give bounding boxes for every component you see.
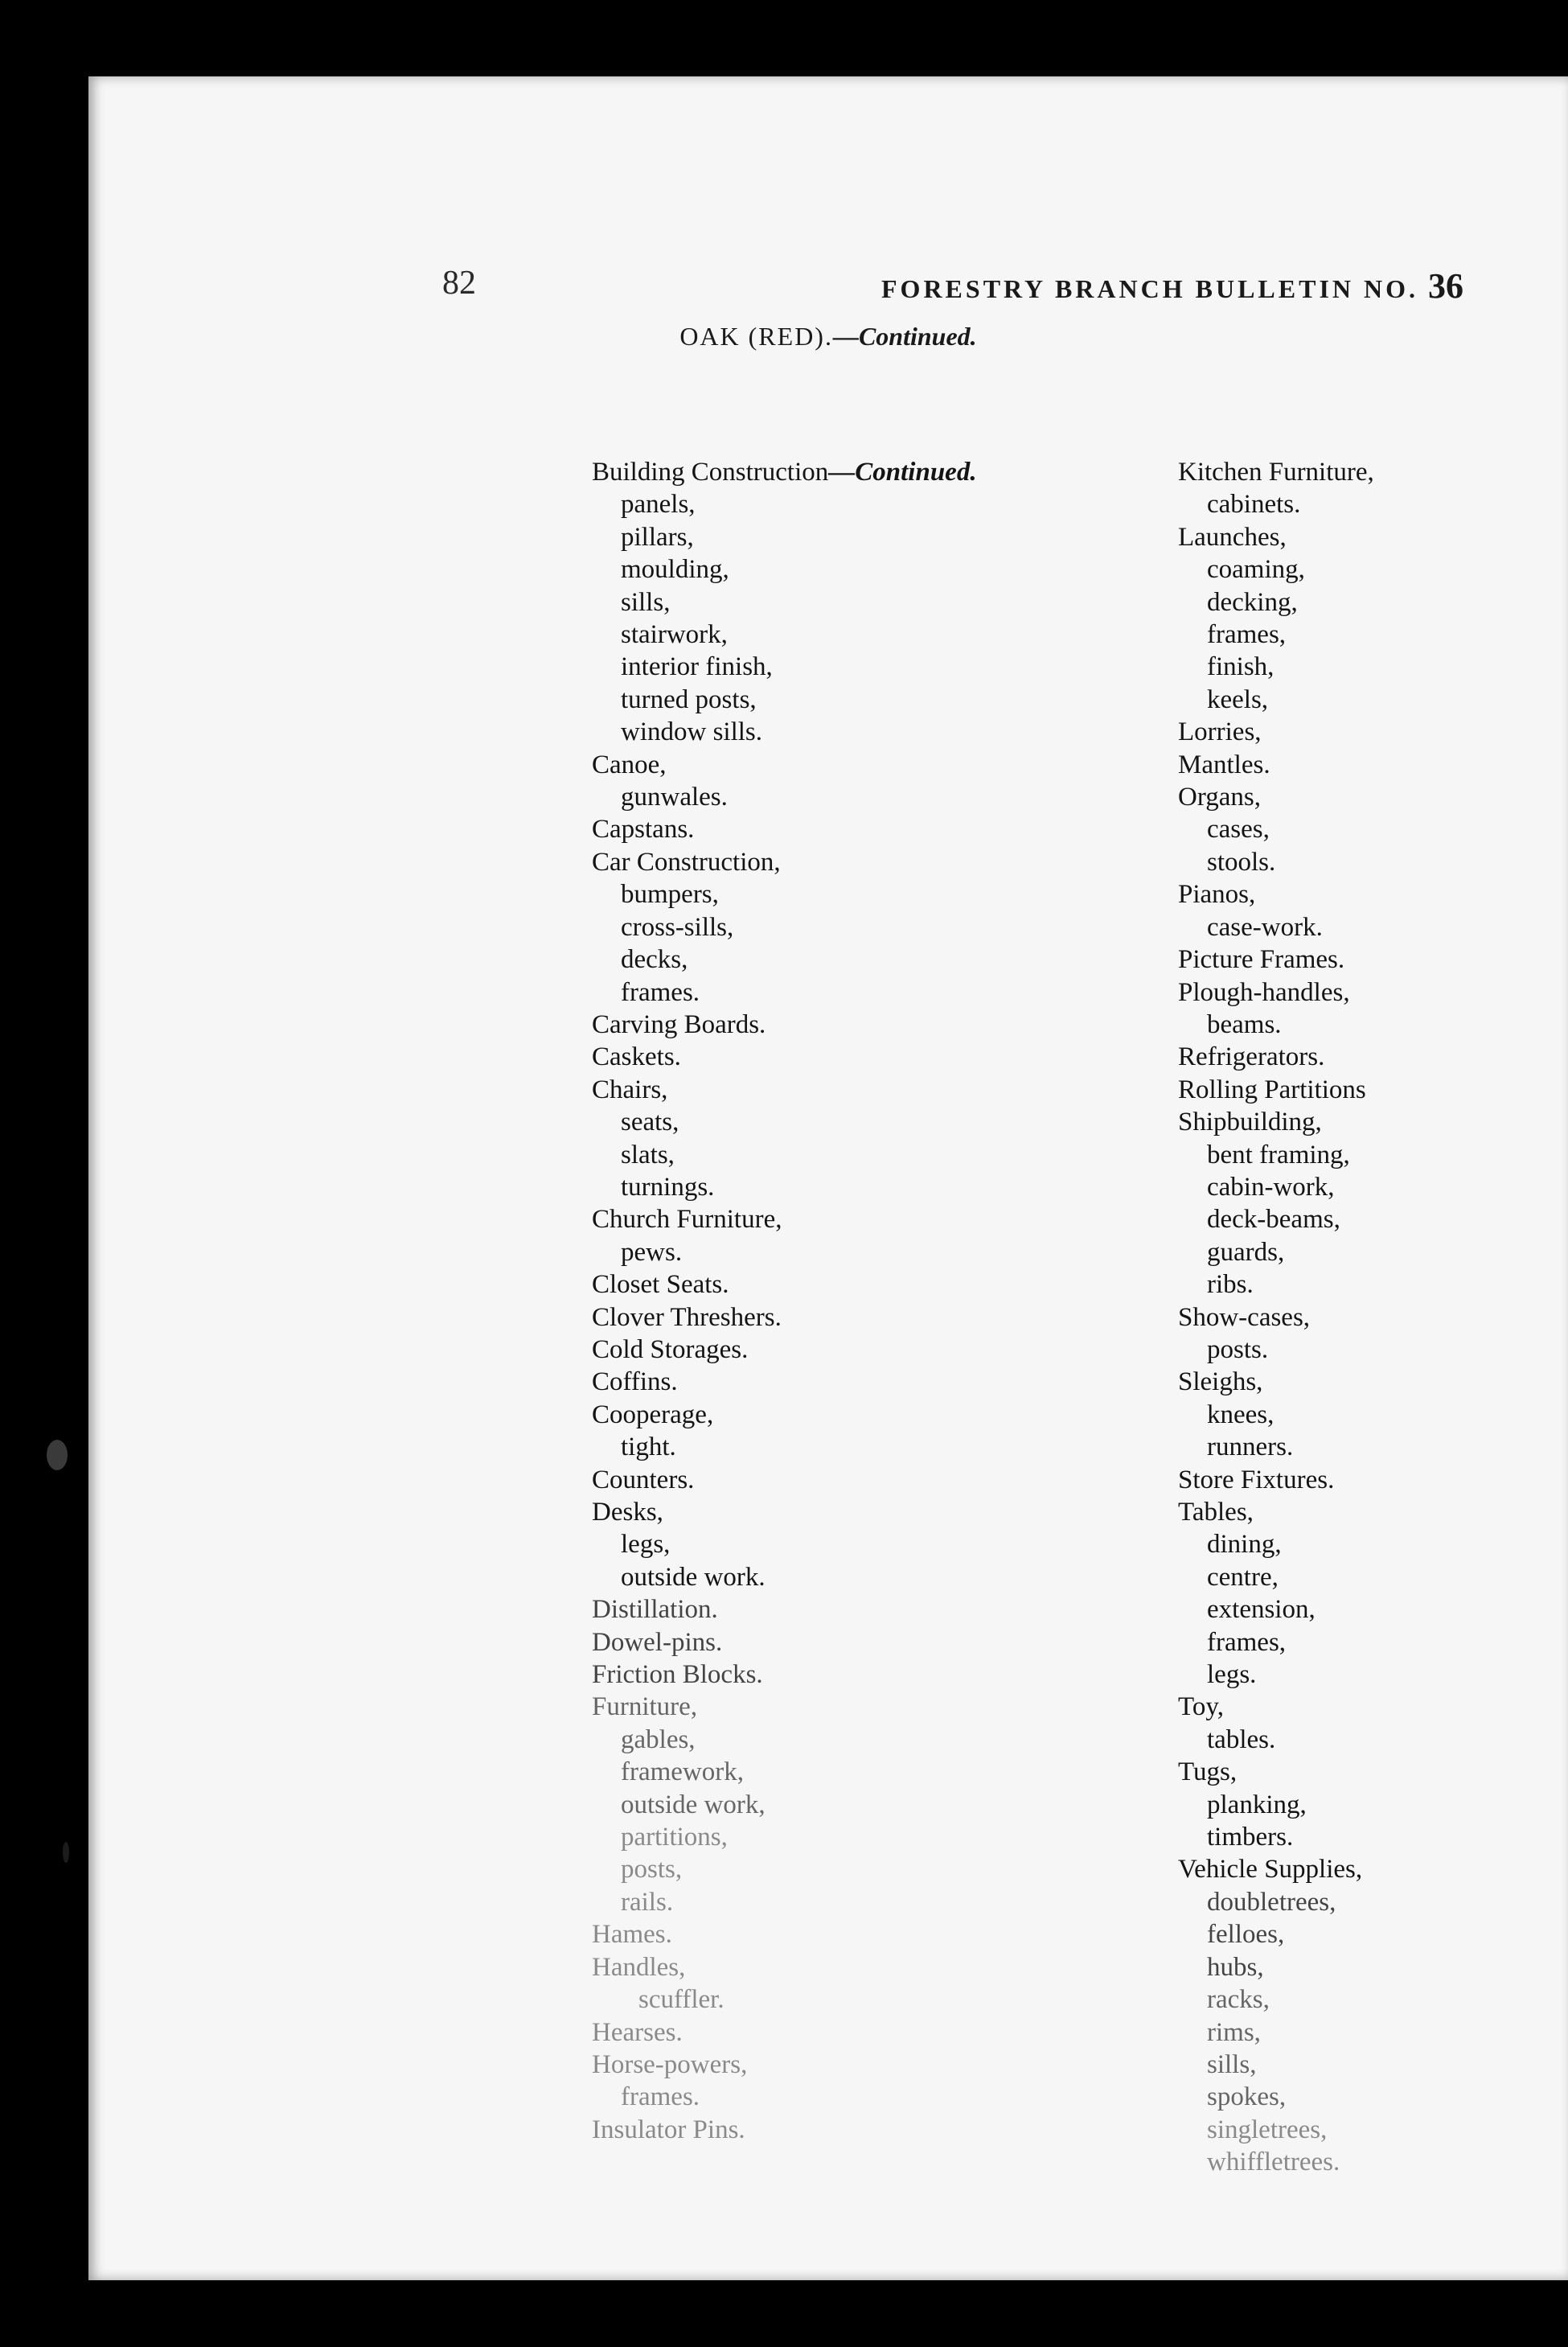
left-column-heading — [592, 456, 1155, 488]
right-index-entry: Refrigerators. — [1178, 1042, 1325, 1072]
right-index-entry: Tables, — [1178, 1498, 1254, 1527]
right-index-entry: posts. — [1207, 1334, 1269, 1364]
left-index-entry: Furniture, — [592, 1692, 698, 1722]
left-index-entry: posts, — [621, 1855, 683, 1885]
left-entries — [592, 488, 1155, 2146]
right-index-entry: Vehicle Supplies, — [1178, 1855, 1363, 1885]
right-index-entry: finish, — [1207, 652, 1275, 682]
right-index-entry: felloes, — [1207, 1920, 1285, 1950]
left-index-entry: Carving Boards. — [592, 1009, 766, 1039]
right-index-entry: cabin-work, — [1207, 1172, 1335, 1202]
left-index-entry: interior finish, — [621, 652, 773, 682]
right-index-entry: cabinets. — [1207, 490, 1301, 520]
left-index-entry: Distillation. — [592, 1595, 718, 1625]
right-index-entry: stools. — [1207, 847, 1276, 877]
right-index-entry: Mantles. — [1178, 750, 1270, 779]
right-index-entry: Store Fixtures. — [1178, 1465, 1335, 1494]
right-entries — [1178, 456, 1516, 2179]
left-index-entry: cross-sills, — [621, 912, 734, 942]
left-index-entry: Dowel-pins. — [592, 1627, 723, 1657]
right-index-entry: Picture Frames. — [1178, 945, 1345, 975]
right-index-entry: sills, — [1207, 2049, 1257, 2079]
left-index-entry: moulding, — [621, 555, 729, 585]
left-index-entry: Insulator Pins. — [592, 2115, 745, 2144]
left-index-entry: pews. — [621, 1237, 683, 1267]
right-index-entry: Pianos, — [1178, 880, 1256, 910]
left-index-entry: decks, — [621, 945, 688, 975]
left-index-entry: Chairs, — [592, 1075, 668, 1104]
right-index-entry: Shipbuilding, — [1178, 1108, 1322, 1137]
scan-speck — [63, 1842, 69, 1863]
right-index-entry: legs. — [1207, 1660, 1257, 1690]
left-index-entry: legs, — [621, 1530, 671, 1560]
left-column — [592, 456, 1155, 2146]
left-index-entry: sills, — [621, 587, 671, 617]
left-index-entry: Counters. — [592, 1465, 695, 1494]
left-index-entry: Closet Seats. — [592, 1270, 729, 1300]
left-index-entry: turned posts, — [621, 684, 757, 714]
left-index-entry: outside work. — [621, 1562, 766, 1592]
left-index-entry: frames. — [621, 977, 700, 1007]
left-index-entry: Hearses. — [592, 2017, 683, 2047]
left-index-entry: outside work, — [621, 1790, 766, 1819]
right-index-entry: whiffletrees. — [1207, 2148, 1340, 2177]
right-index-entry: rims, — [1207, 2017, 1261, 2047]
section-title-text: OAK (RED). — [679, 322, 833, 351]
left-index-entry: rails. — [621, 1887, 674, 1917]
left-heading-main: Building Construction — [592, 458, 829, 487]
left-index-entry: Handles, — [592, 1952, 686, 1982]
bulletin-title — [881, 265, 1463, 306]
right-index-entry: runners. — [1207, 1432, 1294, 1462]
right-index-entry: keels, — [1207, 684, 1269, 714]
left-index-entry: Friction Blocks. — [592, 1660, 763, 1690]
section-title-continued: —Continued. — [832, 322, 977, 351]
right-index-entry: centre, — [1207, 1562, 1279, 1592]
right-index-entry: timbers. — [1207, 1823, 1294, 1852]
right-index-entry: dining, — [1207, 1530, 1282, 1560]
right-index-entry: tables. — [1207, 1724, 1276, 1754]
right-index-entry: ribs. — [1207, 1270, 1254, 1300]
left-index-entry: window sills. — [621, 717, 763, 747]
left-index-entry: turnings. — [621, 1172, 715, 1202]
right-index-entry: frames, — [1207, 620, 1287, 650]
scan-speck — [47, 1440, 68, 1470]
left-index-entry: seats, — [621, 1108, 679, 1137]
right-index-entry: Toy, — [1178, 1692, 1224, 1722]
left-index-entry: pillars, — [621, 522, 694, 552]
right-index-entry: bent framing, — [1207, 1140, 1350, 1169]
right-index-entry: coaming, — [1207, 555, 1305, 585]
left-index-entry: Canoe, — [592, 750, 667, 779]
left-index-entry: gunwales. — [621, 783, 728, 812]
left-index-entry: Cooperage, — [592, 1400, 714, 1429]
left-index-entry: frames. — [621, 2082, 700, 2112]
left-index-entry: Church Furniture, — [592, 1205, 782, 1235]
right-column — [1178, 456, 1516, 2179]
right-index-entry: spokes, — [1207, 2082, 1287, 2112]
left-heading-continued: —Continued. — [828, 458, 977, 487]
left-index-entry: Horse-powers, — [592, 2049, 748, 2079]
left-index-entry: Coffins. — [592, 1367, 678, 1397]
right-index-entry: beams. — [1207, 1009, 1282, 1039]
right-index-entry: Kitchen Furniture, — [1178, 458, 1374, 487]
right-index-entry: Rolling Partitions — [1178, 1075, 1366, 1104]
left-index-entry: Caskets. — [592, 1042, 681, 1072]
right-index-entry: Lorries, — [1178, 717, 1262, 747]
right-index-entry: Show-cases, — [1178, 1302, 1311, 1332]
right-index-entry: Launches, — [1178, 522, 1287, 552]
right-index-entry: case-work. — [1207, 912, 1323, 942]
left-index-entry: Cold Storages. — [592, 1334, 749, 1364]
right-index-entry: Sleighs, — [1178, 1367, 1263, 1397]
right-index-entry: doubletrees, — [1207, 1887, 1336, 1917]
right-index-entry: guards, — [1207, 1237, 1285, 1267]
left-index-entry: tight. — [621, 1432, 676, 1462]
right-index-entry: knees, — [1207, 1400, 1275, 1429]
left-index-entry: Hames. — [592, 1920, 672, 1950]
right-index-entry: singletrees, — [1207, 2115, 1328, 2144]
left-index-entry: scuffler. — [638, 1985, 724, 2015]
page-number: 82 — [442, 265, 476, 302]
right-index-entry: hubs, — [1207, 1952, 1264, 1982]
left-index-entry: panels, — [621, 490, 696, 520]
page-header — [442, 257, 1463, 306]
left-index-entry: Clover Threshers. — [592, 1302, 782, 1332]
left-index-entry: stairwork, — [621, 620, 728, 650]
right-index-entry: racks, — [1207, 1985, 1270, 2015]
left-index-entry: Desks, — [592, 1498, 663, 1527]
left-index-entry: slats, — [621, 1140, 675, 1169]
right-index-entry: frames, — [1207, 1627, 1287, 1657]
scanned-page — [88, 76, 1568, 2280]
right-index-entry: planking, — [1207, 1790, 1307, 1819]
right-index-entry: Tugs, — [1178, 1757, 1238, 1787]
bulletin-number: 36 — [1428, 266, 1463, 306]
left-index-entry: Car Construction, — [592, 847, 781, 877]
bulletin-title-text: FORESTRY BRANCH BULLETIN NO. — [881, 274, 1418, 303]
right-index-entry: decking, — [1207, 587, 1298, 617]
left-index-entry: gables, — [621, 1724, 696, 1754]
right-index-entry: extension, — [1207, 1595, 1316, 1625]
right-index-entry: cases, — [1207, 815, 1270, 845]
section-title — [88, 322, 1568, 351]
left-index-entry: Capstans. — [592, 815, 695, 845]
right-index-entry: Plough-handles, — [1178, 977, 1350, 1007]
left-index-entry: bumpers, — [621, 880, 719, 910]
left-index-entry: framework, — [621, 1757, 745, 1787]
left-index-entry: partitions, — [621, 1823, 728, 1852]
right-index-entry: Organs, — [1178, 783, 1261, 812]
right-index-entry: deck-beams, — [1207, 1205, 1340, 1235]
